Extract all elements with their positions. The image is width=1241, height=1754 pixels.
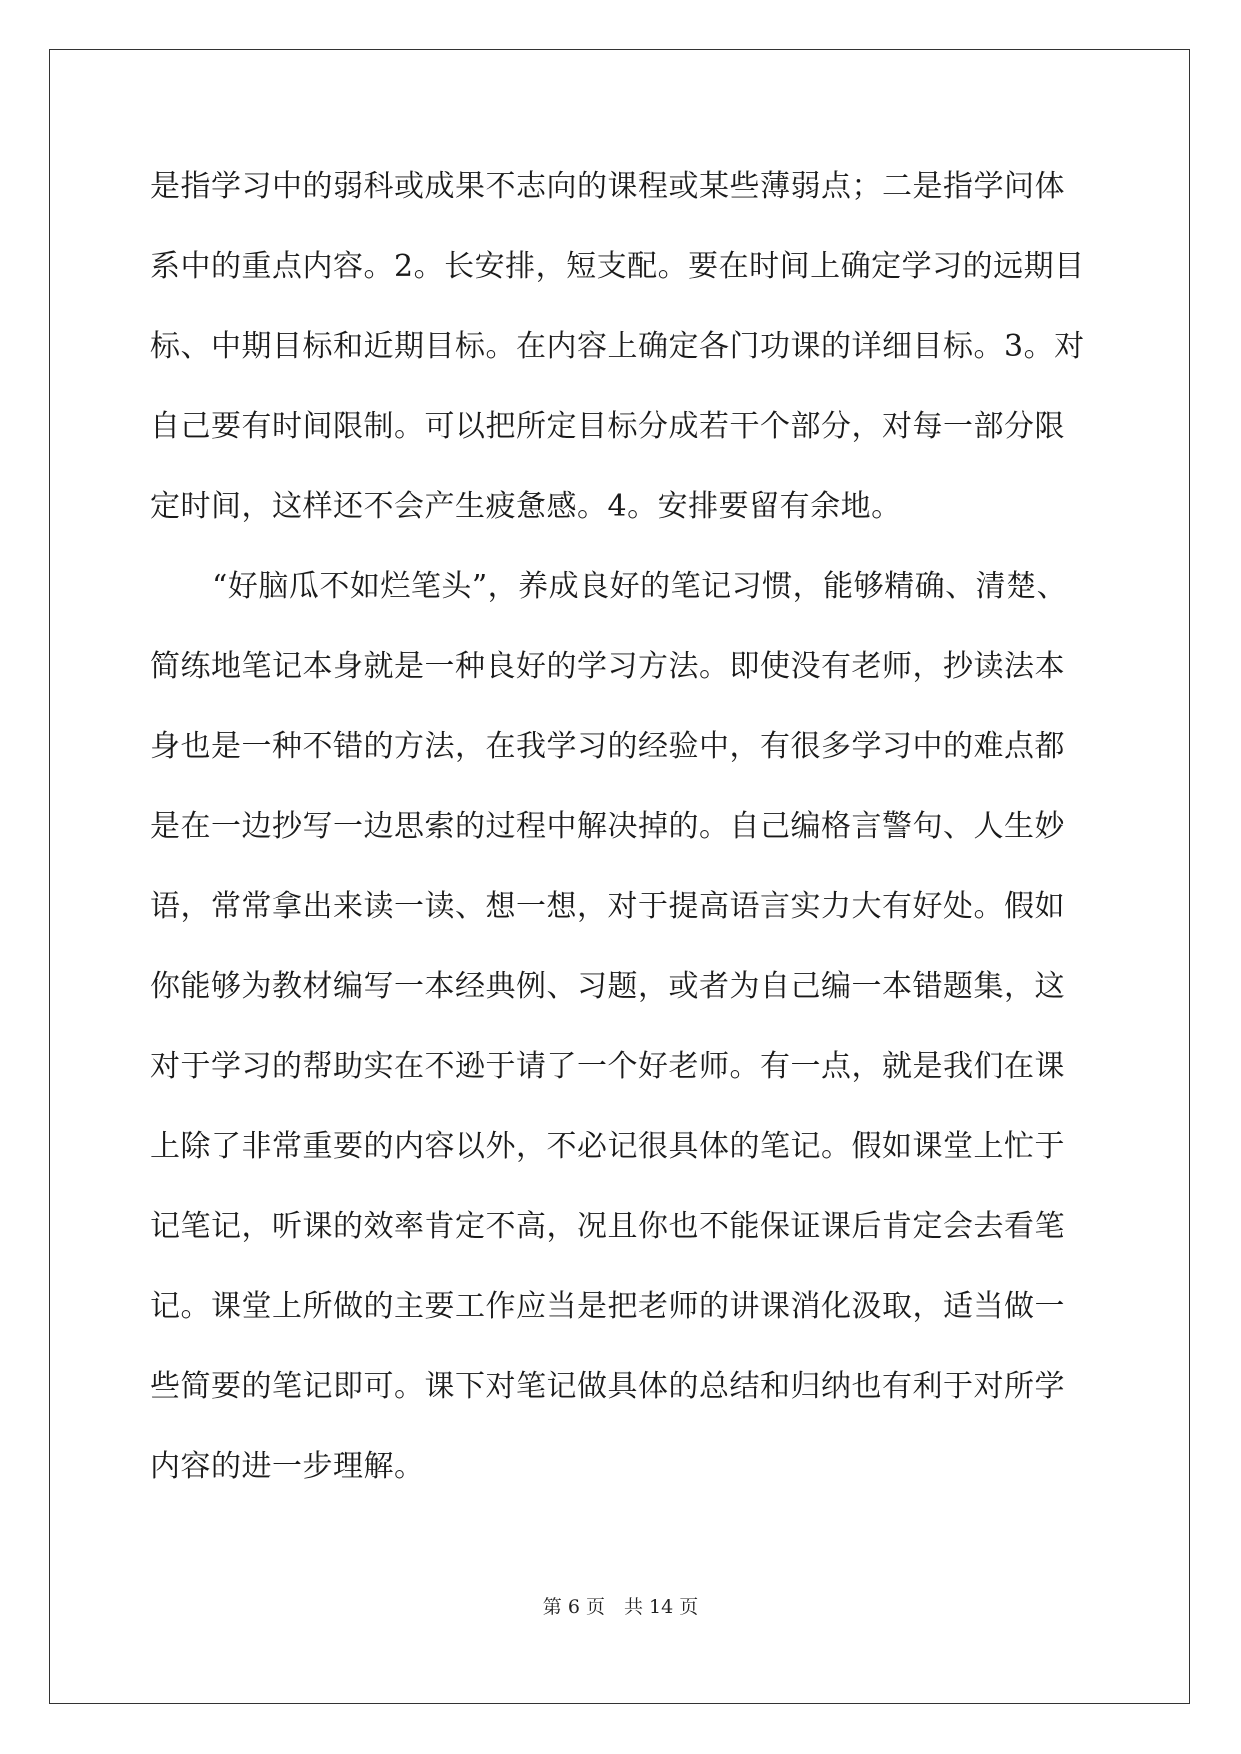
text-line: 对于学习的帮助实在不逊于请了一个好老师。有一点，就是我们在课: [150, 1049, 1065, 1084]
text-line: 简练地笔记本身就是一种良好的学习方法。即使没有老师，抄读法本: [150, 649, 1065, 684]
text-line: 些简要的笔记即可。课下对笔记做具体的总结和归纳也有利于对所学: [150, 1369, 1065, 1404]
text-line: 内容的进一步理解。: [150, 1449, 425, 1484]
text-line: 记。课堂上所做的主要工作应当是把老师的讲课消化汲取，适当做一: [150, 1289, 1065, 1324]
text-line: 是在一边抄写一边思索的过程中解决掉的。自己编格言警句、人生妙: [150, 809, 1065, 844]
text-line: 上除了非常重要的内容以外，不必记很具体的笔记。假如课堂上忙于: [150, 1129, 1065, 1164]
text-line: 记笔记，听课的效率肯定不高，况且你也不能保证课后肯定会去看笔: [150, 1209, 1065, 1244]
text-line: 系中的重点内容。2。长安排，短支配。要在时间上确定学习的远期目: [150, 249, 1085, 284]
text-line: 定时间，这样还不会产生疲惫感。4。安排要留有余地。: [150, 489, 902, 524]
text-line: 你能够为教材编写一本经典例、习题，或者为自己编一本错题集，这: [150, 969, 1065, 1004]
document-body: [150, 147, 1086, 1507]
paragraph-start-line: “好脑瓜不如烂笔头”，养成良好的笔记习惯，能够精确、清楚、: [212, 569, 1068, 604]
text-line: 自己要有时间限制。可以把所定目标分成若干个部分，对每一部分限: [150, 409, 1065, 444]
text-line: 是指学习中的弱科或成果不志向的课程或某些薄弱点；二是指学问体: [150, 169, 1065, 204]
text-line: 身也是一种不错的方法，在我学习的经验中，有很多学习中的难点都: [150, 729, 1065, 764]
text-line: 标、中期目标和近期目标。在内容上确定各门功课的详细目标。3。对: [150, 329, 1085, 364]
text-line: 语，常常拿出来读一读、想一想，对于提高语言实力大有好处。假如: [150, 889, 1065, 924]
page-number-footer: 第 6 页 共 14 页: [542, 1596, 699, 1618]
